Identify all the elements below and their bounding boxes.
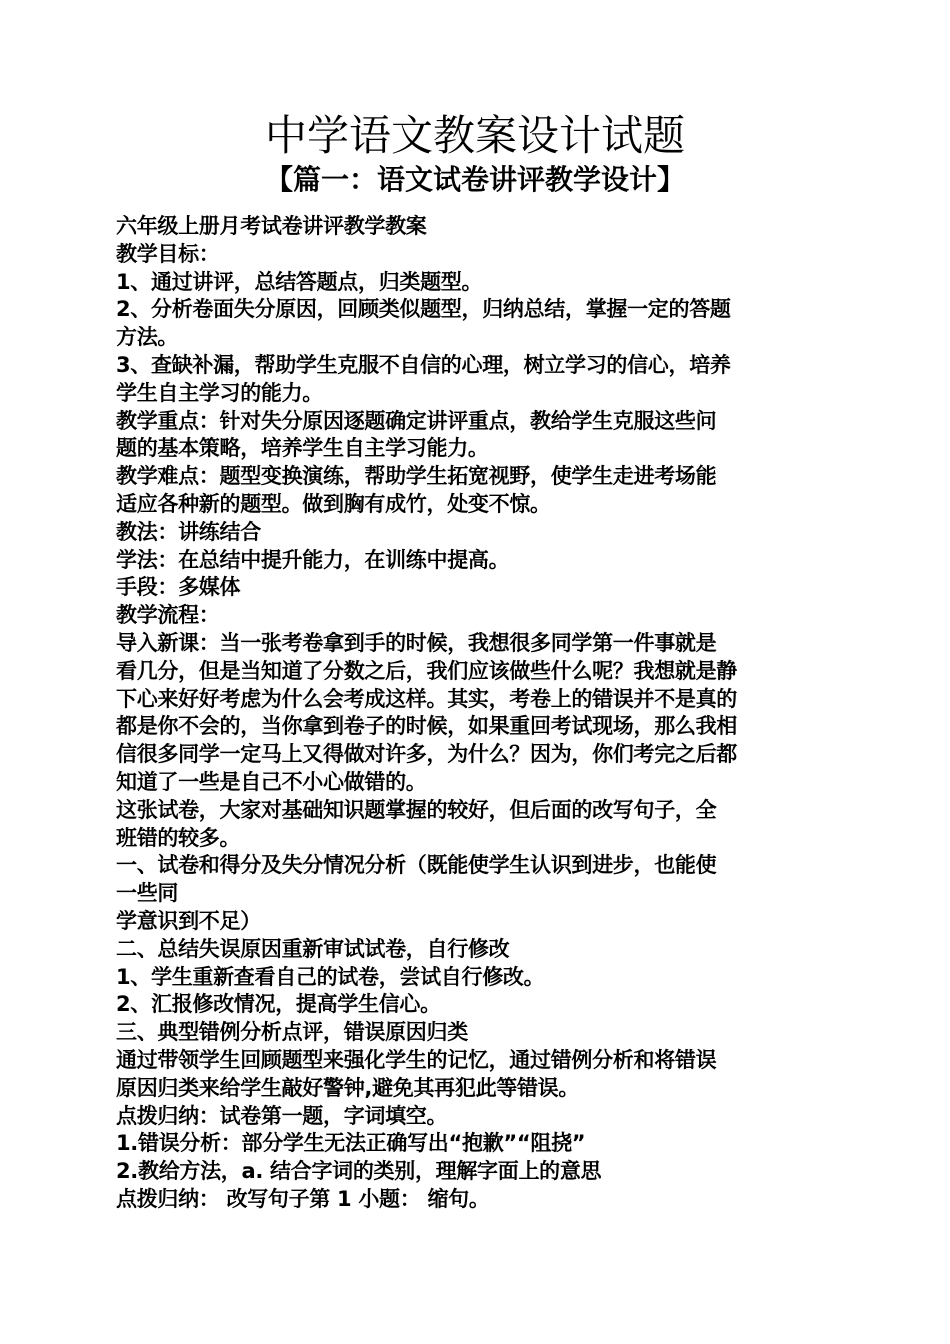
text-line: 一些同	[116, 881, 179, 906]
text-line: 学意识到不足）	[116, 908, 261, 933]
text-line: 通过带领学生回顾题型来强化学生的记忆，通过错例分析和将错误	[116, 1047, 717, 1072]
text-line: 2.教给方法，a. 结合字词的类别，理解字面上的意思	[116, 1159, 602, 1184]
text-line: 手段：多媒体	[116, 575, 241, 600]
text-line: 下心来好好考虑为什么会考成这样。其实，考卷上的错误并不是真的	[116, 686, 737, 711]
text-line: 方法。	[116, 325, 179, 350]
text-line: 都是你不会的，当你拿到卷子的时候，如果重回考试现场，那么我相	[116, 714, 737, 739]
text-line: 题的基本策略，培养学生自主学习能力。	[116, 436, 489, 461]
text-line: 1、通过讲评，总结答题点，归类题型。	[116, 269, 483, 294]
document-subtitle: 【篇一：语文试卷讲评教学设计】	[264, 163, 685, 196]
text-line: 教法：讲练结合	[116, 519, 261, 544]
text-line: 学法：在总结中提升能力，在训练中提高。	[116, 547, 510, 572]
text-line: 原因归类来给学生敲好警钟,避免其再犯此等错误。	[116, 1075, 580, 1100]
text-line: 点拨归纳： 改写句子第 1 小题： 缩句。	[116, 1186, 490, 1211]
text-line: 1.错误分析：部分学生无法正确写出“抱歉”“阻挠”	[116, 1131, 586, 1156]
text-line: 导入新课：当一张考卷拿到手的时候，我想很多同学第一件事就是	[116, 630, 717, 655]
text-line: 班错的较多。	[116, 825, 241, 850]
text-line: 三、典型错例分析点评，错误原因归类	[116, 1020, 468, 1045]
document-body	[116, 213, 834, 1214]
text-line: 教学重点：针对失分原因逐题确定讲评重点，教给学生克服这些问	[116, 408, 717, 433]
text-line: 2、汇报修改情况，提高学生信心。	[116, 992, 441, 1017]
text-line: 点拨归纳：试卷第一题，字词填空。	[116, 1103, 448, 1128]
text-line: 2、分析卷面失分原因，回顾类似题型，归纳总结，掌握一定的答题	[116, 297, 731, 322]
text-line: 3、查缺补漏，帮助学生克服不自信的心理，树立学习的信心，培养	[116, 352, 731, 377]
text-line: 信很多同学一定马上又得做对许多，为什么？因为，你们考完之后都	[116, 742, 737, 767]
text-line: 教学难点：题型变换演练，帮助学生拓宽视野，使学生走进考场能	[116, 464, 717, 489]
text-line: 二、总结失误原因重新审试试卷，自行修改	[116, 936, 510, 961]
text-line: 这张试卷，大家对基础知识题掌握的较好，但后面的改写句子，全	[116, 797, 717, 822]
text-line: 教学流程：	[116, 603, 220, 628]
text-line: 一、试卷和得分及失分情况分析（既能使学生认识到进步，也能使	[116, 853, 717, 878]
text-line: 六年级上册月考试卷讲评教学教案	[116, 214, 427, 238]
text-line: 教学目标：	[116, 241, 220, 266]
document-title: 中学语文教案设计试题	[264, 111, 685, 160]
text-line: 适应各种新的题型。做到胸有成竹，处变不惊。	[116, 491, 551, 516]
text-line: 学生自主学习的能力。	[116, 380, 323, 405]
text-line: 1、学生重新查看自己的试卷，尝试自行修改。	[116, 964, 545, 989]
text-line: 知道了一些是自己不小心做错的。	[116, 769, 427, 794]
text-line: 看几分，但是当知道了分数之后，我们应该做些什么呢？我想就是静	[116, 658, 737, 683]
